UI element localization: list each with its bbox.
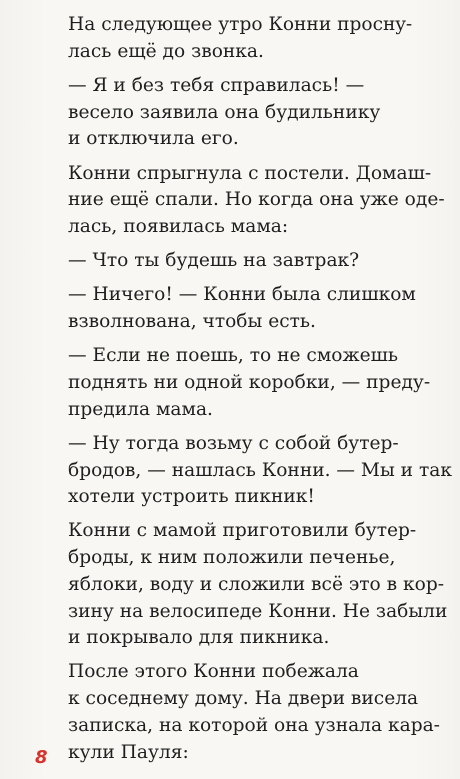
text-line: — Ничего! — Конни была слишком (68, 284, 416, 306)
text-line: бродов, — нашлась Конни. — Мы и так (68, 459, 452, 481)
text-line: — Ну тогда возьму с собой бутер- (68, 432, 399, 454)
text-line: — Я и без тебя справилась! — (68, 74, 365, 96)
page-number: 8 (35, 747, 48, 768)
paragraph (68, 161, 445, 241)
text-line: кули Пауля: (68, 741, 189, 763)
body-text (68, 12, 452, 766)
paragraph (68, 431, 452, 511)
paragraph (68, 73, 408, 153)
text-line: Конни спрыгнула с постели. Домаш- (68, 162, 432, 184)
text-line: броды, к ним положили печенье, (68, 547, 396, 569)
text-line: яблоки, воду и сложили всё это в кор- (68, 573, 445, 595)
text-line: После этого Конни побежала (68, 661, 359, 683)
text-line: лась, появилась мама: (68, 215, 289, 237)
text-line: хотели устроить пикник! (68, 486, 315, 508)
text-line: и покрывало для пикника. (68, 627, 330, 649)
text-line: На следующее утро Конни проснy- (68, 14, 413, 35)
text-line: взволнована, чтобы есть. (68, 311, 316, 333)
text-line: предила мама. (68, 398, 213, 420)
paragraph (68, 282, 416, 335)
paragraph (68, 12, 413, 65)
paragraph (68, 659, 440, 766)
paragraph (68, 343, 431, 423)
text-line: записка, на которой она узнала кара- (68, 714, 440, 736)
text-line: лась ещё до звонка. (68, 40, 264, 62)
text-line: — Что ты будешь на завтрак? (68, 250, 360, 272)
text-line: весело заявила она будильнику (68, 101, 381, 123)
text-line: зину на велосипеде Конни. Не забыли (68, 600, 448, 622)
text-line: и отключила его. (68, 128, 239, 150)
text-line: к соседнему дому. На двери висела (68, 688, 419, 710)
text-line: Конни с мамой приготовили бутер- (68, 520, 417, 542)
text-line: ние ещё спали. Но когда она уже оде- (68, 189, 445, 211)
text-line: поднять ни одной коробки, — преду- (68, 371, 431, 393)
paragraph (68, 248, 408, 275)
text-line: — Если не поешь, то не сможешь (68, 345, 399, 367)
paragraph (68, 518, 448, 652)
